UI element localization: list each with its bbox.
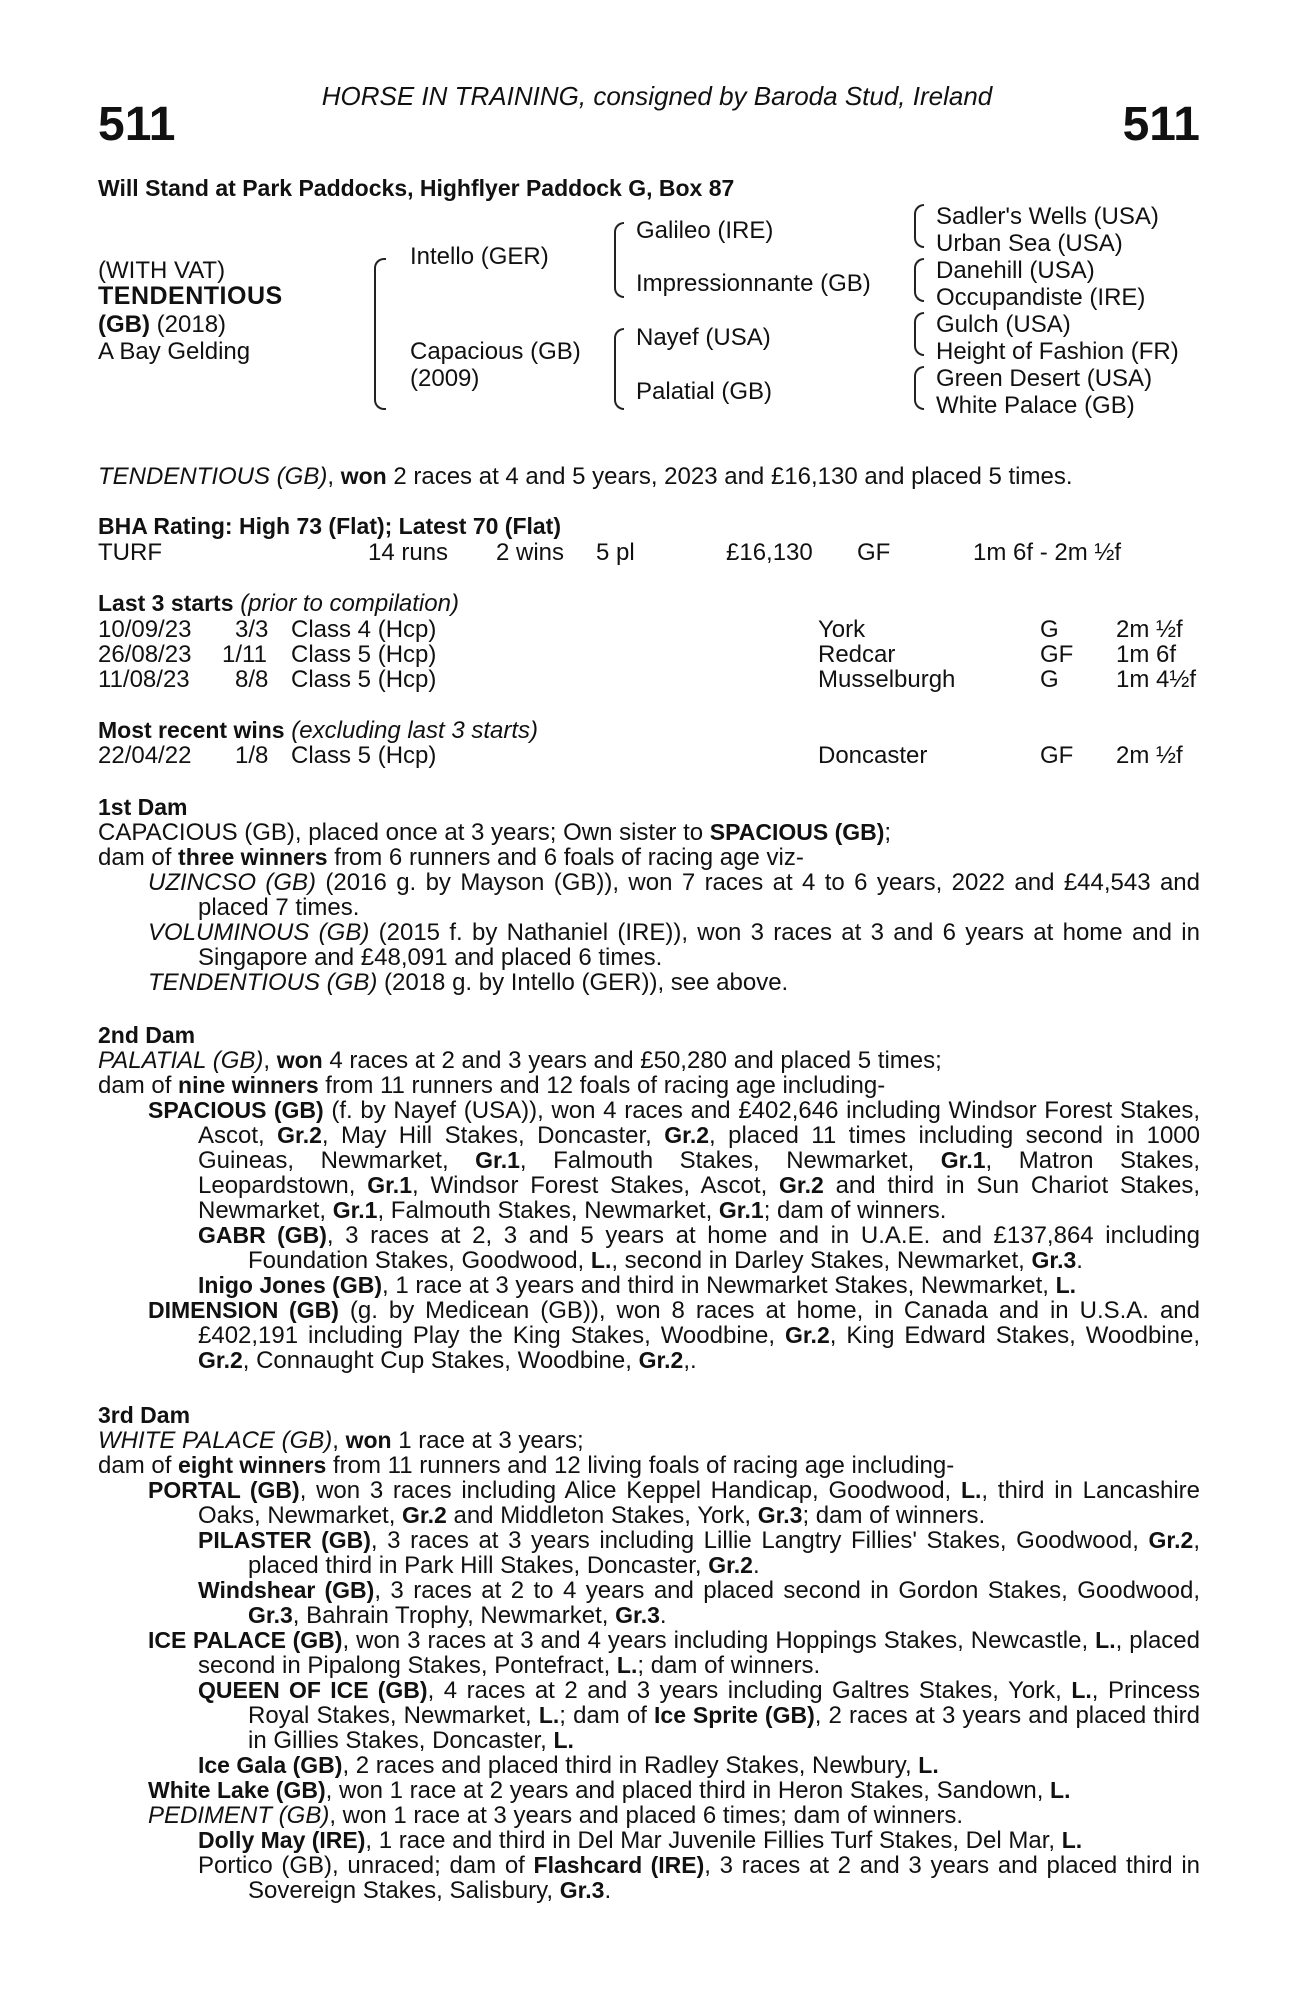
lot-number-right: 511 xyxy=(1122,98,1200,151)
pedigree-g2-0: Galileo (IRE) xyxy=(636,217,774,244)
pedigree-g3-7: White Palace (GB) xyxy=(936,392,1135,419)
race-summary: TENDENTIOUS (GB), won 2 races at 4 and 5 years, 2023 and £16,130 and placed 5 times. xyxy=(98,463,1073,490)
start-class: Class 5 (Hcp) xyxy=(291,641,437,668)
rating-going: GF xyxy=(857,539,891,566)
bha-rating: BHA Rating: High 73 (Flat); Latest 70 (Flat) xyxy=(98,513,561,539)
rating-distance: 1m 6f - 2m ½f xyxy=(973,539,1122,566)
produce-entry: PORTAL (GB), won 3 races including Alice Keppel Handicap, Goodwood, L., third in Lancashire Oaks, Newmarket, Gr.2 and Middleton Stakes, York, Gr.3; dam of winners. xyxy=(148,1477,1201,1529)
section-heading: 2nd Dam xyxy=(98,1022,196,1048)
dam-record: dam of eight winners from 11 runners and 12 living foals of racing age including- xyxy=(98,1452,955,1479)
pedigree-brace-g3-2 xyxy=(914,258,924,302)
win-class: Class 5 (Hcp) xyxy=(291,742,437,769)
lot-number-left: 511 xyxy=(98,98,176,151)
start-class: Class 5 (Hcp) xyxy=(291,666,437,693)
produce-entry: Windshear (GB), 3 races at 2 to 4 years and placed second in Gordon Stakes, Goodwood, Gr.3, Bahrain Trophy, Newmarket, Gr.3. xyxy=(198,1577,1201,1629)
start-going: G xyxy=(1040,616,1059,643)
produce-entry: GABR (GB), 3 races at 2, 3 and 5 years at home and in U.A.E. and £137,864 including Foundation Stakes, Goodwood, L., second in Darley Stakes, Newmarket, Gr.3. xyxy=(198,1222,1200,1274)
produce-entry: Inigo Jones (GB), 1 race at 3 years and third in Newmarket Stakes, Newmarket, L. xyxy=(198,1272,1077,1299)
pedigree-g2-3: Palatial (GB) xyxy=(636,378,773,405)
pedigree-g3-3: Occupandiste (IRE) xyxy=(936,284,1146,311)
rating-placed: 5 pl xyxy=(596,539,635,566)
start-date: 10/09/23 xyxy=(98,616,192,643)
horse-description: A Bay Gelding xyxy=(98,338,251,365)
second-dam-section xyxy=(98,1023,1200,1373)
produce-entry: VOLUMINOUS (GB) (2015 f. by Nathaniel (IRE)), won 3 races at 3 and 6 years at home and in Singapore and £48,091 and placed 6 times. xyxy=(148,919,1200,971)
sire-name: Intello (GER) xyxy=(410,243,549,270)
produce-entry: QUEEN OF ICE (GB), 4 races at 2 and 3 years including Galtres Stakes, York, L., Princess Royal Stakes, Newmarket, L.; dam of Ice Sprite (GB), 2 races at 3 years and placed third in Gillies Stakes, Doncaster, L. xyxy=(198,1677,1200,1754)
produce-entry: PILASTER (GB), 3 races at 3 years including Lillie Langtry Fillies' Stakes, Goodwood, Gr.2, placed third in Park Hill Stakes, Doncaster, Gr.2. xyxy=(198,1527,1200,1579)
produce-entry: TENDENTIOUS (GB) (2018 g. by Intello (GER)), see above. xyxy=(148,969,789,996)
produce-entry: ICE PALACE (GB), won 3 races at 3 and 4 years including Hoppings Stakes, Newcastle, L., placed second in Pipalong Stakes, Pontefract, L.; dam of winners. xyxy=(148,1627,1200,1679)
dam-name: Capacious (GB) xyxy=(410,338,581,365)
section-heading: 3rd Dam xyxy=(98,1402,191,1428)
produce-entry: Portico (GB), unraced; dam of Flashcard (IRE), 3 races at 2 and 3 years and placed third in Sovereign Stakes, Salisbury, Gr.3. xyxy=(198,1852,1200,1904)
section-heading: 1st Dam xyxy=(98,794,188,820)
produce-entry: White Lake (GB), won 1 race at 2 years and placed third in Heron Stakes, Sandown, L. xyxy=(148,1777,1071,1804)
produce-entry: PEDIMENT (GB), won 1 race at 3 years and placed 6 times; dam of winners. xyxy=(148,1802,963,1829)
pedigree-brace-g3-3 xyxy=(914,312,924,356)
start-distance: 2m ½f xyxy=(1116,616,1183,643)
horse-name: TENDENTIOUS xyxy=(98,282,283,310)
third-dam-section xyxy=(98,1403,1200,1903)
pedigree-g3-5: Height of Fashion (FR) xyxy=(936,338,1179,365)
start-course: Musselburgh xyxy=(818,666,956,693)
pedigree-g3-4: Gulch (USA) xyxy=(936,311,1071,338)
pedigree-brace-g3-4 xyxy=(914,366,924,410)
pedigree-g3-2: Danehill (USA) xyxy=(936,257,1095,284)
produce-entry: Dolly May (IRE), 1 race and third in Del Mar Juvenile Fillies Turf Stakes, Del Mar, L. xyxy=(198,1827,1083,1854)
win-date: 22/04/22 xyxy=(98,742,192,769)
rating-wins: 2 wins xyxy=(496,539,565,566)
start-course: Redcar xyxy=(818,641,896,668)
pedigree-g3-6: Green Desert (USA) xyxy=(936,365,1153,392)
recent-wins-heading: Most recent wins (excluding last 3 starts) xyxy=(98,717,539,744)
last3-heading: Last 3 starts (prior to compilation) xyxy=(98,590,459,617)
start-date: 11/08/23 xyxy=(98,666,190,693)
horse-country-year: (GB) (2018) xyxy=(98,311,227,338)
start-going: GF xyxy=(1040,641,1074,668)
rating-surface: TURF xyxy=(98,539,162,566)
catalogue-header: HORSE IN TRAINING, consigned by Baroda Stud, Ireland xyxy=(321,81,993,111)
dam-line: CAPACIOUS (GB), placed once at 3 years; Own sister to SPACIOUS (GB); xyxy=(98,819,892,846)
rating-runs: 14 runs xyxy=(368,539,449,566)
dam-year: (2009) xyxy=(410,365,480,392)
start-position: 3/3 xyxy=(235,616,269,643)
win-distance: 2m ½f xyxy=(1116,742,1183,769)
produce-entry: SPACIOUS (GB) (f. by Nayef (USA)), won 4 races and £402,646 including Windsor Forest Stakes, Ascot, Gr.2, May Hill Stakes, Doncaster, Gr.2, placed 11 times including second in 1000 Guineas, Newmarket, Gr.1, Falmouth Stakes, Newmarket, Gr.1, Matron Stakes, Leopardstown, Gr.1, Windsor Forest Stakes, Ascot, Gr.2 and third in Sun Chariot Stakes, Newmarket, Gr.1, Falmouth Stakes, Newmarket, Gr.1; dam of winners. xyxy=(148,1097,1201,1224)
start-date: 26/08/23 xyxy=(98,641,192,668)
start-going: G xyxy=(1040,666,1059,693)
win-going: GF xyxy=(1040,742,1074,769)
pedigree-brace-sire xyxy=(614,222,624,298)
dam-record: dam of three winners from 6 runners and 6 foals of racing age viz- xyxy=(98,844,804,871)
pedigree-brace-dam xyxy=(614,328,624,410)
vat-label: (WITH VAT) xyxy=(98,257,226,284)
dam-line: WHITE PALACE (GB), won 1 race at 3 years; xyxy=(98,1427,584,1454)
start-distance: 1m 6f xyxy=(1116,641,1177,668)
start-position: 1/11 xyxy=(222,641,267,668)
first-dam-section xyxy=(98,795,1200,995)
pedigree-g3-0: Sadler's Wells (USA) xyxy=(936,203,1159,230)
pedigree-g2-1: Impressionnante (GB) xyxy=(636,270,871,297)
win-position: 1/8 xyxy=(235,742,269,769)
stand-location: Will Stand at Park Paddocks, Highflyer Paddock G, Box 87 xyxy=(98,175,735,201)
dam-record: dam of nine winners from 11 runners and 12 foals of racing age including- xyxy=(98,1072,886,1099)
pedigree-brace-g3-1 xyxy=(914,204,924,248)
start-position: 8/8 xyxy=(235,666,269,693)
pedigree-g2-2: Nayef (USA) xyxy=(636,324,771,351)
produce-entry: Ice Gala (GB), 2 races and placed third in Radley Stakes, Newbury, L. xyxy=(198,1752,939,1779)
produce-entry: DIMENSION (GB) (g. by Medicean (GB)), won 8 races at home, in Canada and in U.S.A. and £402,191 including Play the King Stakes, Woodbine, Gr.2, King Edward Stakes, Woodbine, Gr.2, Connaught Cup Stakes, Woodbine, Gr.2,. xyxy=(148,1297,1201,1374)
start-course: York xyxy=(818,616,866,643)
pedigree-g3-1: Urban Sea (USA) xyxy=(936,230,1123,257)
start-distance: 1m 4½f xyxy=(1116,666,1197,693)
dam-line: PALATIAL (GB), won 4 races at 2 and 3 years and £50,280 and placed 5 times; xyxy=(98,1047,942,1074)
produce-entry: UZINCSO (GB) (2016 g. by Mayson (GB)), won 7 races at 4 to 6 years, 2022 and £44,543 and placed 7 times. xyxy=(148,869,1200,921)
start-class: Class 4 (Hcp) xyxy=(291,616,437,643)
rating-prize: £16,130 xyxy=(726,539,813,566)
win-course: Doncaster xyxy=(818,742,928,769)
pedigree-brace-main xyxy=(374,258,386,410)
